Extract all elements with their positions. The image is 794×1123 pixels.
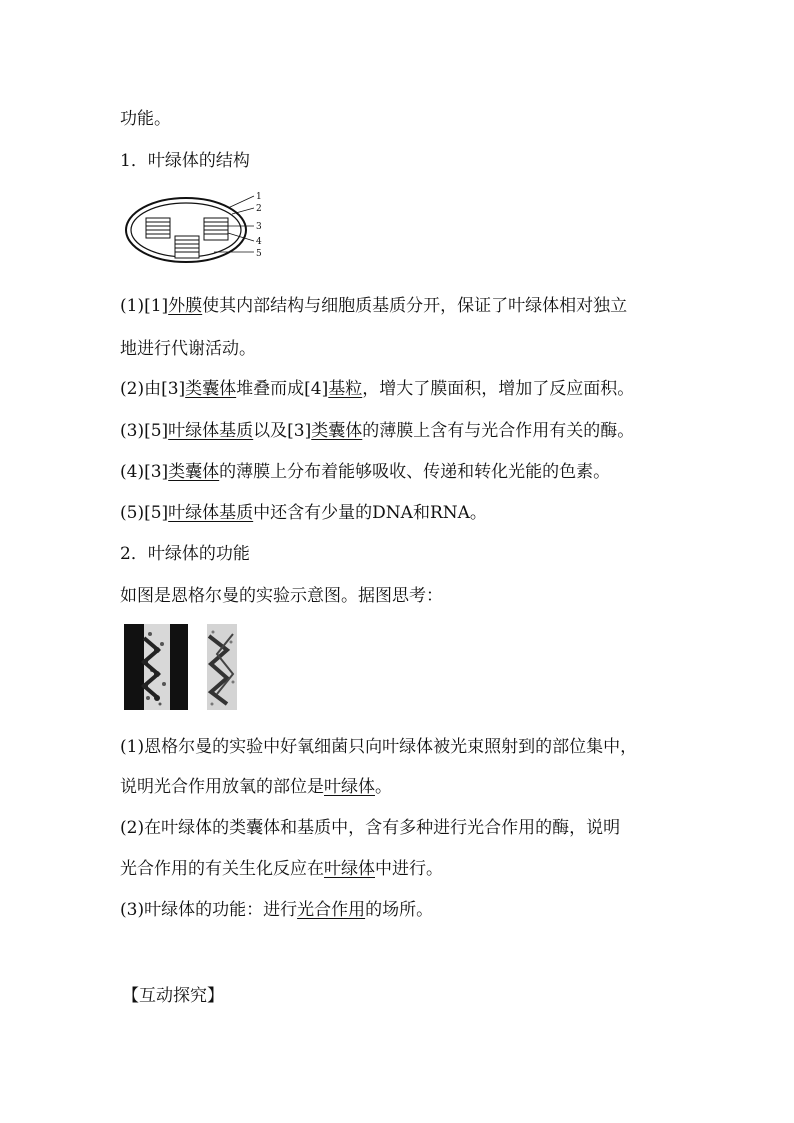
function-item-1-cont: 说明光合作用放氧的部位是叶绿体。 xyxy=(120,777,392,797)
diagram-label-3: 3 xyxy=(256,222,262,232)
section2-intro: 如图是恩格尔曼的实验示意图。据图思考： xyxy=(120,586,443,606)
thylakoid-stack-left xyxy=(146,218,170,238)
diagram-label-5: 5 xyxy=(256,249,262,259)
interactive-inquiry-heading: 【互动探究】 xyxy=(122,986,224,1006)
chloroplast-structure-diagram xyxy=(124,186,270,272)
function-item-1: (1)恩格尔曼的实验中好氧细菌只向叶绿体被光束照射到的部位集中， xyxy=(120,737,638,757)
structure-item-2: (2)由[3]类囊体堆叠而成[4]基粒，增大了膜面积，增加了反应面积。 xyxy=(120,379,635,399)
structure-item-5: (5)[5]叶绿体基质中还含有少量的DNA和RNA。 xyxy=(120,503,487,523)
function-item-2-cont: 光合作用的有关生化反应在叶绿体中进行。 xyxy=(120,859,443,879)
diagram-label-2: 2 xyxy=(256,204,262,214)
engelmann-experiment-image-dark xyxy=(124,624,188,710)
engelmann-experiment-image-light xyxy=(203,624,241,710)
diagram-label-1: 1 xyxy=(256,192,262,202)
section1-heading: 1．叶绿体的结构 xyxy=(120,151,250,171)
thylakoid-stack-right xyxy=(204,218,228,240)
structure-item-4: (4)[3]类囊体的薄膜上分布着能够吸收、传递和转化光能的色素。 xyxy=(120,462,611,482)
structure-item-1: (1)[1]外膜使其内部结构与细胞质基质分开，保证了叶绿体相对独立 xyxy=(120,296,628,316)
function-item-2: (2)在叶绿体的类囊体和基质中，含有多种进行光合作用的酶，说明 xyxy=(120,818,621,838)
section2-heading: 2．叶绿体的功能 xyxy=(120,544,250,564)
thylakoid-stack-middle xyxy=(175,236,199,258)
intro-tail: 功能。 xyxy=(120,109,171,129)
diagram-label-4: 4 xyxy=(256,237,262,247)
function-item-3: (3)叶绿体的功能：进行光合作用的场所。 xyxy=(120,900,434,920)
structure-item-3: (3)[5]叶绿体基质以及[3]类囊体的薄膜上含有与光合作用有关的酶。 xyxy=(120,421,635,441)
structure-item-1-cont: 地进行代谢活动。 xyxy=(120,339,256,359)
